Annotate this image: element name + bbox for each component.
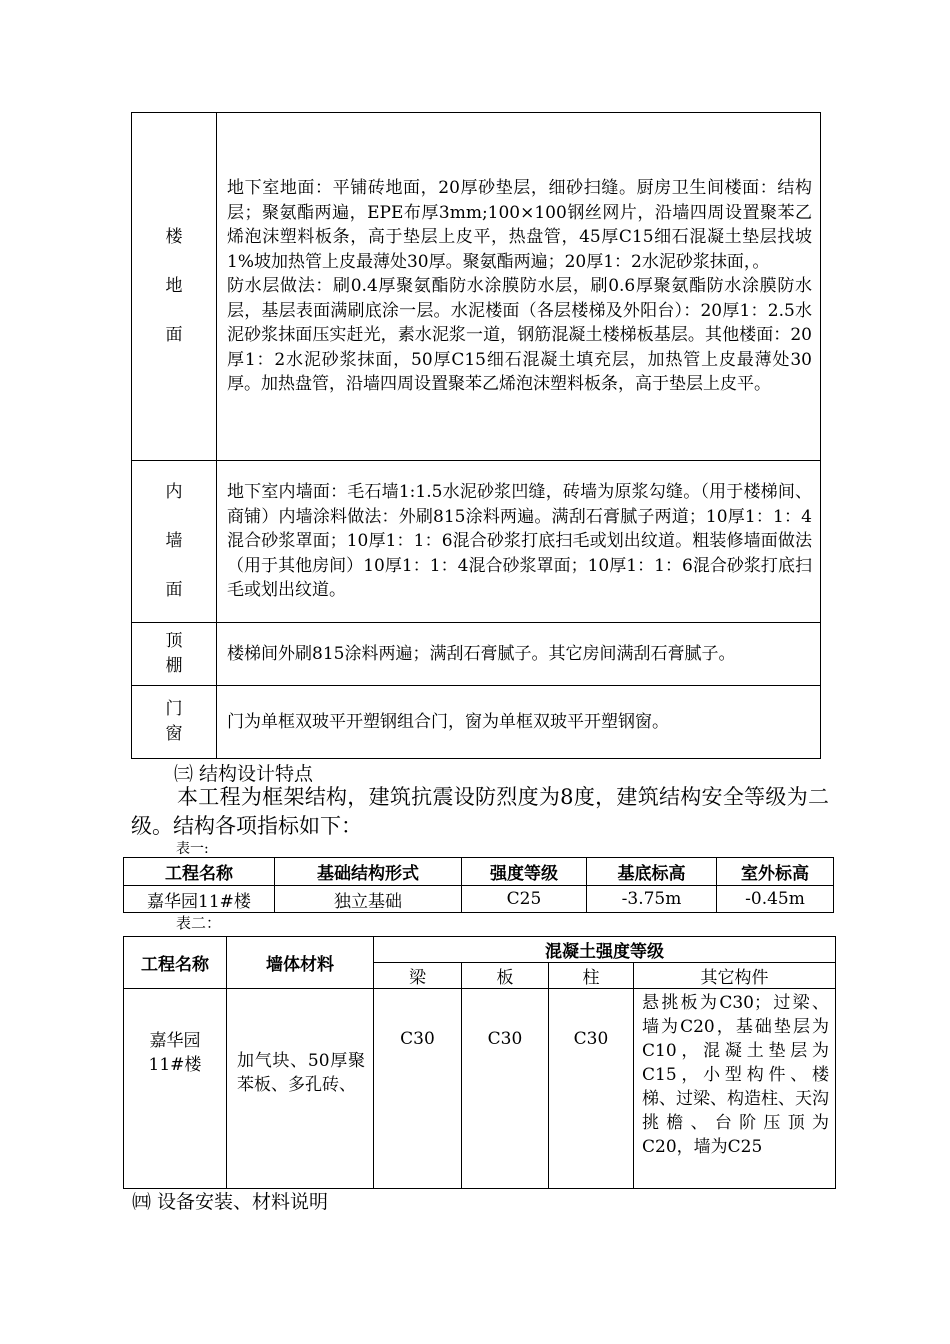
label-char: 棚 [165,656,183,676]
floor-text [217,113,821,461]
table-header: 墙体材料 [227,937,374,989]
table-cell [124,989,227,1189]
label-char: 墙 [165,531,183,551]
table-header: 基础结构形式 [275,858,462,886]
table1-caption: 表一: [176,841,209,857]
door-window-text: 门为单框双玻平开塑钢组合门，窗为单框双玻平开塑钢窗。 [217,686,821,759]
construction-table [131,112,821,759]
table-subheader: 板 [462,963,549,989]
table-one [123,857,834,913]
section-heading-3: ㈢ 结构设计特点 [174,763,314,785]
project-name: 嘉华园11#楼 [148,1031,202,1075]
inner-wall-text: 地下室内墙面：毛石墙1:1.5水泥砂浆凹缝，砖墙为原浆勾缝。（用于楼梯间、商铺）内墙涂料做法：外刷815涂料两遍。满刮石膏腻子两道；10厚1：1：4混合砂浆罩面；10厚1：1：6混合砂浆打底扫毛或划出纹道。粗装修墙面做法（用于其他房间）10厚1：1：4混合砂浆罩面；10厚1：1：6混合砂浆打底扫毛或划出纹道。 [217,461,821,623]
ceiling-text: 楼梯间外刷815涂料两遍；满刮石膏腻子。其它房间满刮石膏腻子。 [217,623,821,686]
table-cell: -3.75m [587,886,717,913]
table-cell: 独立基础 [275,886,462,913]
label-char: 面 [165,325,183,345]
table-cell: C30 [374,989,462,1189]
table-header: 强度等级 [462,858,587,886]
table-subheader: 其它构件 [634,963,836,989]
table2-caption: 表二： [176,914,222,932]
structure-paragraph [131,783,829,841]
inner-wall-label [132,461,217,623]
label-char: 面 [165,580,183,600]
table-row [124,886,834,913]
section-heading-4: ㈣ 设备安装、材料说明 [132,1191,329,1213]
label-char: 楼 [165,227,183,247]
label-char: 地 [165,276,183,296]
table-header-row [124,858,834,886]
ceiling-label [132,623,217,686]
table-header: 混凝土强度等级 [374,937,836,963]
table-subheader: 柱 [549,963,634,989]
label-char: 顶 [165,631,183,651]
table-cell: C30 [549,989,634,1189]
label-char: 门 [165,699,183,719]
label-char: 内 [165,482,183,502]
floor-text-1: 地下室地面：平铺砖地面，20厚砂垫层，细砂扫缝。厨房卫生间楼面：结构层；聚氨酯两遍，EPE布厚3mm;100×100钢丝网片，沿墙四周设置聚苯乙烯泡沫塑料板条，高于垫层上皮平，热盘管，45厚C15细石混凝土垫层找坡1%坡加热管上皮最薄处30厚。聚氨酯两遍；20厚1：2水泥砂浆抹面，。 [227,178,812,272]
floor-label [132,113,217,461]
paragraph-text: 本工程为框架结构，建筑抗震设防烈度为8度，建筑结构安全等级为二级。结构各项指标如下： [131,785,829,838]
table-subheader: 梁 [374,963,462,989]
table-cell: C25 [462,886,587,913]
table-cell: -0.45m [717,886,834,913]
table-header: 基底标高 [587,858,717,886]
table-cell: 嘉华园11#楼 [124,886,275,913]
table-header: 室外标高 [717,858,834,886]
table-header: 工程名称 [124,937,227,989]
table-cell: 悬挑板为C30；过梁、墙为C20，基础垫层为C10，混凝土垫层为C15，小型构件、楼梯、过梁、构造柱、天沟挑檐、台阶压顶为C20，墙为C25 [634,989,836,1189]
table-header: 工程名称 [124,858,275,886]
table-cell: C30 [462,989,549,1189]
label-char: 窗 [165,724,183,744]
table-two [123,936,836,1189]
door-window-label [132,686,217,759]
floor-text-2: 防水层做法：刷0.4厚聚氨酯防水涂膜防水层，刷0.6厚聚氨酯防水涂膜防水层，基层表面满刷底涂一层。水泥楼面（各层楼梯及外阳台）：20厚1：2.5水泥砂浆抹面压实赶光，素水泥浆一道，钢筋混凝土楼梯板基层。其他楼面：20厚1：2水泥砂浆抹面，50厚C15细石混凝土填充层，加热管上皮最薄处30厚。加热盘管，沿墙四周设置聚苯乙烯泡沫塑料板条，高于垫层上皮平。 [227,276,812,395]
table-row [124,989,836,1189]
table-cell: 加气块、50厚聚苯板、多孔砖、 [227,989,374,1189]
